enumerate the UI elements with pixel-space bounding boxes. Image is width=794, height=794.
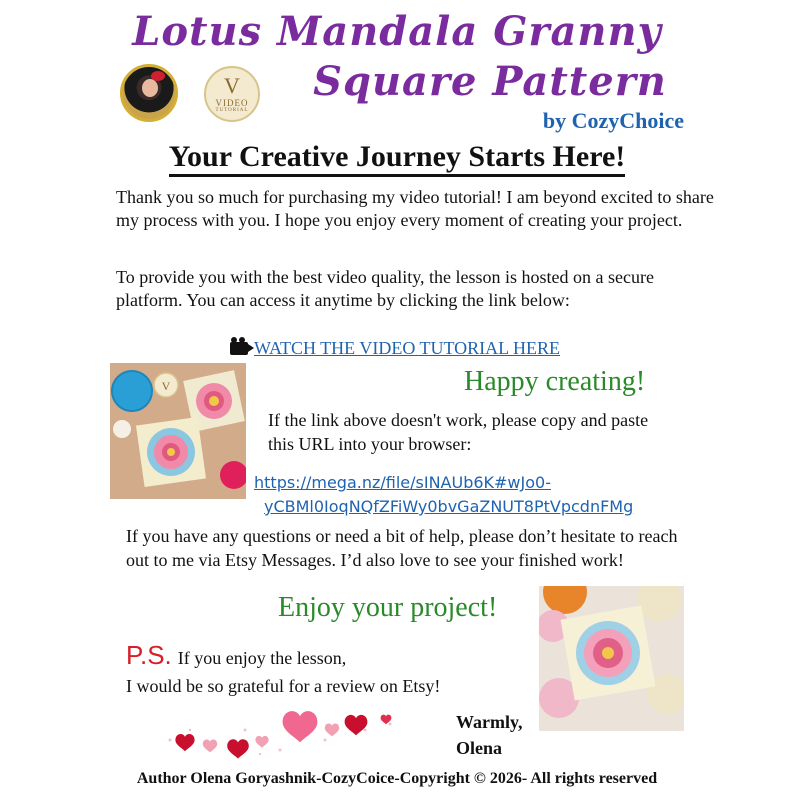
badge-letter: V [224, 73, 240, 98]
video-tutorial-badge [204, 66, 260, 122]
enjoy-project-text: Enjoy your project! [278, 592, 498, 623]
mandala-square-photo [539, 586, 684, 731]
watch-link-label: WATCH THE VIDEO TUTORIAL HERE [254, 338, 560, 358]
byline: by CozyChoice [542, 108, 684, 133]
watch-video-link[interactable] [230, 338, 560, 359]
intro-paragraph: Thank you so much for purchasing my video tutorial! I am beyond excited to share my process with you. I hope you enjoy every moment of creating your project. [116, 187, 714, 230]
questions-paragraph: If you have any questions or need a bit of help, please don’t hesitate to reach out to me via Etsy Messages. I’d also love to see your finished work! [126, 526, 678, 570]
author-avatar [120, 64, 178, 122]
ps-line [126, 640, 346, 671]
headline-text: Your Creative Journey Starts Here! [169, 140, 626, 177]
badge-sublabel: TUTORIAL [215, 108, 249, 113]
ps-label: P.S. [126, 640, 172, 670]
copyright-footer: Author Olena Goryashnik-CozyCoice-Copyright © 2026- All rights reserved [136, 770, 658, 787]
url-line-2: yCBMl0IoqNQfZFiWy0bvGaZNUT8PtVpcdnFMg [264, 497, 634, 516]
title-line-1: Lotus Mandala Granny [132, 8, 662, 55]
video-url-link[interactable] [254, 471, 674, 519]
fallback-instructions: If the link above doesn't work, please copy and paste this URL into your browser: [268, 410, 649, 454]
ps-text-1: If you enjoy the lesson, [177, 648, 347, 668]
badge-label: VIDEO [215, 98, 249, 108]
signoff: Warmly, [456, 712, 523, 732]
hearts-decoration [150, 700, 400, 762]
signature-name: Olena [456, 738, 503, 758]
movie-camera-icon [230, 342, 248, 355]
access-paragraph: To provide you with the best video quality, the lesson is hosted on a secure platform. You can access it anytime by clicking the link below: [116, 267, 654, 310]
svg-text:V: V [161, 379, 171, 393]
ps-text-2: I would be so grateful for a review on Etsy! [126, 676, 441, 696]
headline [0, 140, 794, 174]
happy-creating-text: Happy creating! [464, 366, 646, 397]
granny-squares-photo [110, 363, 246, 499]
url-line-1: https://mega.nz/file/sINAUb6K#wJo0- [254, 473, 551, 492]
title-line-2: Square Pattern [313, 58, 667, 105]
